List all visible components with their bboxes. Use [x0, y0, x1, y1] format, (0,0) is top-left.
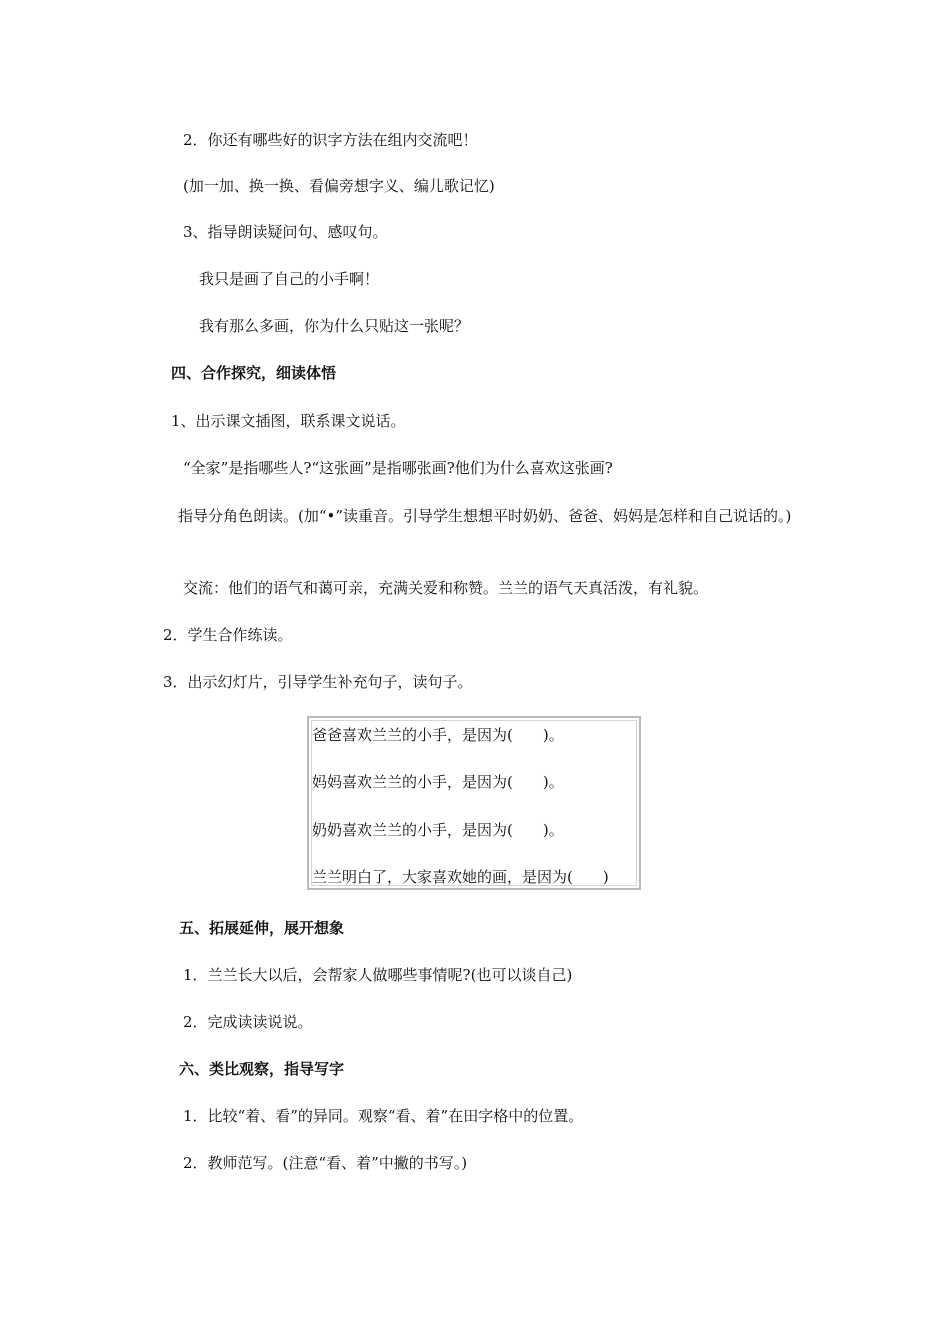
heading-section-6: 六、类比观察，指导写字 [179, 1060, 345, 1078]
line-compare-characters: 1．比较“着、看”的异同。观察“看、着”在田字格中的位置。 [183, 1107, 584, 1125]
box-row: 兰兰明白了，大家喜欢她的画，是因为( ) [312, 868, 609, 886]
box-row: 奶奶喜欢兰兰的小手，是因为( )。 [312, 821, 564, 839]
line-exchange: 交流：他们的语气和蔼可亲，充满关爱和称赞。兰兰的语气天真活泼，有礼貌。 [183, 579, 709, 597]
line-show-illustration: 1、出示课文插图，联系课文说话。 [171, 412, 406, 430]
line-read-and-say: 2．完成读读说说。 [183, 1013, 313, 1031]
line-identify-method: 2．你还有哪些好的识字方法在组内交流吧！ [183, 131, 478, 149]
sentence-completion-box [307, 716, 641, 890]
line-grow-up: 1．兰兰长大以后，会帮家人做哪些事情呢?(也可以谈自己) [183, 966, 573, 984]
line-questions: “全家”是指哪些人?“这张画”是指哪张画?他们为什么喜欢这张画? [183, 459, 613, 477]
line-example-exclamation: 我只是画了自己的小手啊！ [199, 270, 380, 288]
line-teacher-demo: 2．教师范写。(注意“看、着”中撇的书写。) [183, 1154, 468, 1172]
heading-section-5: 五、拓展延伸，展开想象 [179, 919, 345, 937]
box-row: 妈妈喜欢兰兰的小手，是因为( )。 [312, 773, 564, 791]
line-methods-list: (加一加、换一换、看偏旁想字义、编儿歌记忆) [183, 177, 495, 195]
paragraph-role-reading: 指导分角色朗读。(加“•”读重音。引导学生想想平时奶奶、爸爸、妈妈是怎样和自己说话的。) [178, 507, 792, 525]
line-cooperative-reading: 2．学生合作练读。 [163, 626, 293, 644]
line-read-guidance: 3、指导朗读疑问句、感叹句。 [183, 223, 388, 241]
heading-section-4: 四、合作探究，细读体悟 [171, 364, 337, 382]
box-row: 爸爸喜欢兰兰的小手，是因为( )。 [312, 726, 564, 744]
line-slides: 3．出示幻灯片，引导学生补充句子，读句子。 [163, 673, 473, 691]
line-example-question: 我有那么多画，你为什么只贴这一张呢？ [199, 317, 470, 335]
